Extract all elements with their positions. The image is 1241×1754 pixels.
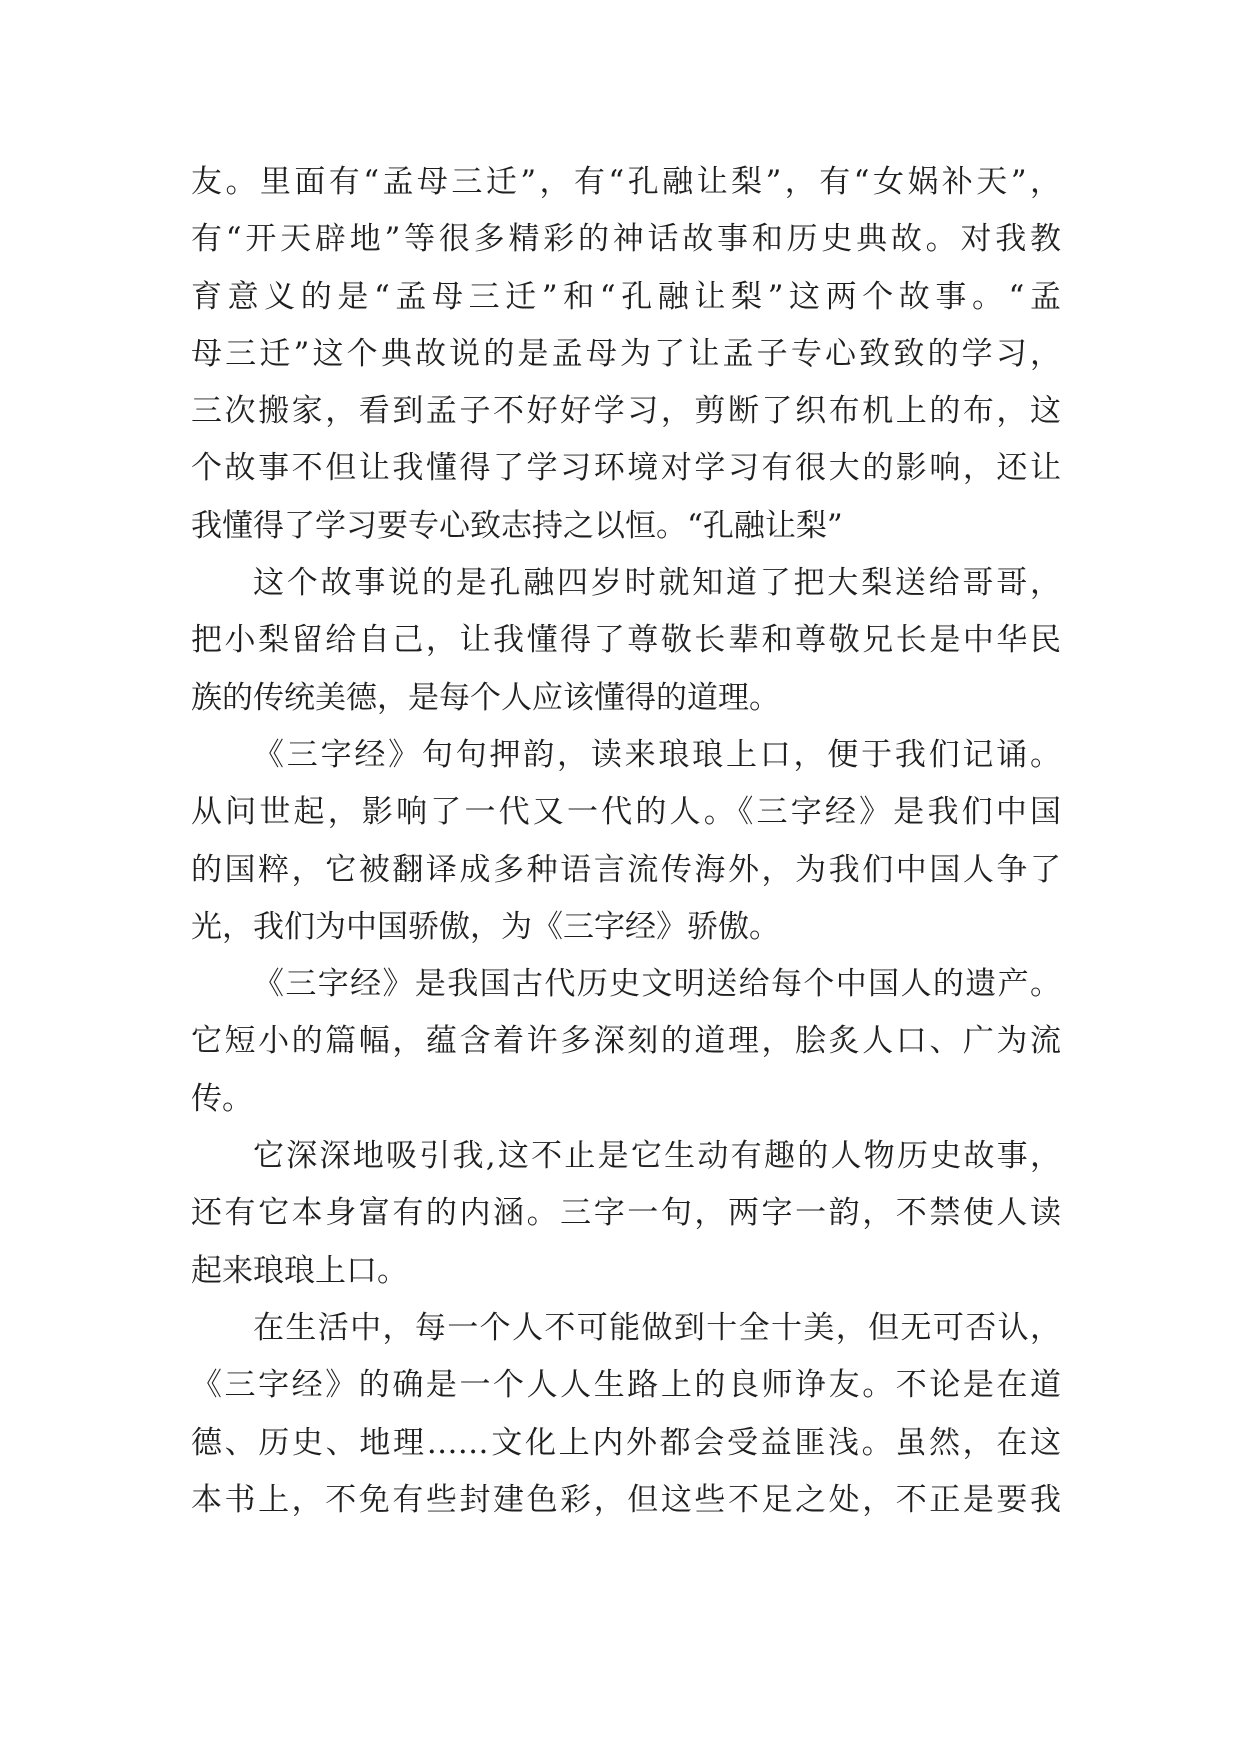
text-line: 本书上，不免有些封建色彩，但这些不足之处，不正是要我	[191, 1481, 1061, 1518]
text-line: 它深深地吸引我,这不止是它生动有趣的人物历史故事，	[253, 1138, 1061, 1175]
text-line: 育意义的是“孟母三迁”和“孔融让梨”这两个故事。“孟	[191, 278, 1061, 315]
text-line: 还有它本身富有的内涵。三字一句，两字一韵，不禁使人读	[191, 1195, 1061, 1232]
text-line: 把小梨留给自己，让我懂得了尊敬长辈和尊敬兄长是中华民	[191, 622, 1061, 659]
text-line: 德、历史、地理……文化上内外都会受益匪浅。虽然，在这	[191, 1424, 1061, 1461]
text-line: 有“开天辟地”等很多精彩的神话故事和历史典故。对我教	[191, 221, 1061, 258]
text-line: 《三字经》是我国古代历史文明送给每个中国人的遗产。	[253, 966, 1061, 1003]
text-line: 光，我们为中国骄傲，为《三字经》骄傲。	[191, 908, 780, 945]
document-body	[191, 154, 1061, 1529]
text-line: 族的传统美德，是每个人应该懂得的道理。	[191, 679, 780, 716]
text-line: 《三字经》句句押韵，读来琅琅上口，便于我们记诵。	[253, 736, 1061, 773]
text-line: 起来琅琅上口。	[191, 1252, 408, 1289]
text-line: 它短小的篇幅，蕴含着许多深刻的道理，脍炙人口、广为流	[191, 1023, 1061, 1060]
text-line: 的国粹，它被翻译成多种语言流传海外，为我们中国人争了	[191, 851, 1061, 888]
text-line: 从问世起，影响了一代又一代的人。《三字经》是我们中国	[191, 794, 1061, 831]
text-line: 个故事不但让我懂得了学习环境对学习有很大的影响，还让	[191, 450, 1061, 487]
text-line: 传。	[191, 1080, 253, 1117]
text-line: 母三迁”这个典故说的是孟母为了让孟子专心致致的学习，	[191, 335, 1061, 372]
text-line: 在生活中，每一个人不可能做到十全十美，但无可否认，	[253, 1309, 1061, 1346]
text-line: 《三字经》的确是一个人人生路上的良师诤友。不论是在道	[191, 1367, 1061, 1404]
text-line: 这个故事说的是孔融四岁时就知道了把大梨送给哥哥，	[253, 565, 1061, 602]
text-line: 友。里面有“孟母三迁”，有“孔融让梨”，有“女娲补天”，	[191, 164, 1061, 200]
text-line: 我懂得了学习要专心致志持之以恒。“孔融让梨”	[191, 507, 843, 544]
text-line: 三次搬家，看到孟子不好好学习，剪断了织布机上的布，这	[191, 393, 1061, 430]
